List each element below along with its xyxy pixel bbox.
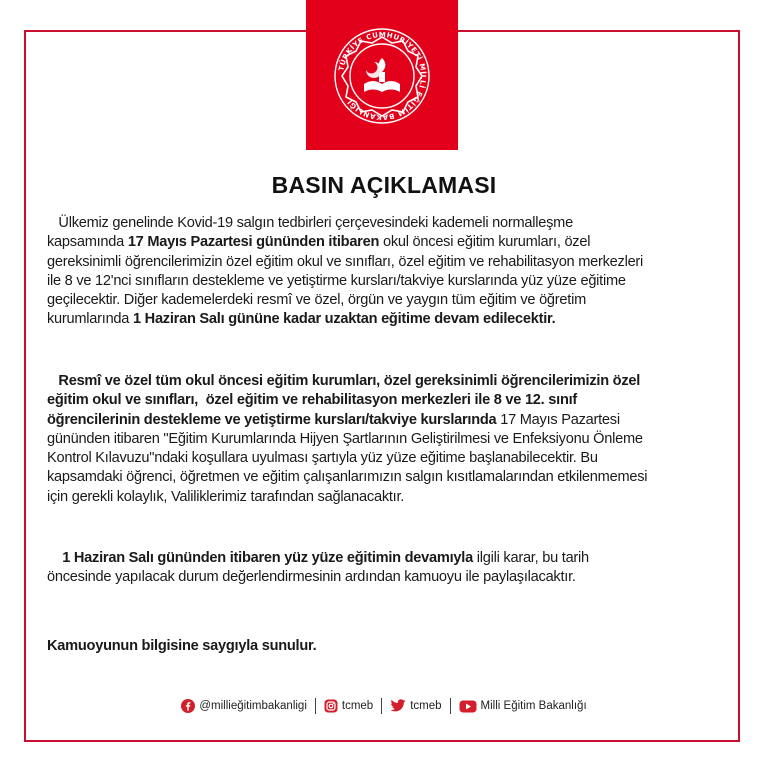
page-title: BASIN AÇIKLAMASI xyxy=(271,172,497,198)
footer-divider xyxy=(315,698,316,714)
footer-divider xyxy=(450,698,451,714)
footer-divider xyxy=(381,698,382,714)
header-logo-box xyxy=(306,0,458,150)
instagram-icon xyxy=(324,699,338,713)
paragraph-1: Ülkemiz genelinde Kovid-19 salgın tedbirleri çerçevesindeki kademeli normalleşme kapsamında 17 Mayıs Pazartesi gününden itibaren okul öncesi eğitim kurumları, özel gereksinimli öğrencilerimizin özel eğitim okul ve sınıfları, özel eğitim ve rehabilitasyon merkezleri ile 8 ve 12'nci sınıfların destekleme ve yetiştirme kursları/takviye kurslarında yüz yüze eğitime geçilecektir. Diğer kademelerdeki resmî ve özel, örgün ve yaygın tüm eğitim ve öğretim kurumlarında 1 Haziran Salı gününe kadar uzaktan eğitime devam edilecektir. xyxy=(47,215,644,328)
seal-text: TÜRKİYE CUMHURİYETİ MİLLİ EĞİTİM BAKANLIĞI xyxy=(337,30,428,122)
youtube-link[interactable]: Milli Eğitim Bakanlığı xyxy=(459,700,587,713)
twitter-icon xyxy=(390,699,406,713)
instagram-link[interactable]: tcmeb xyxy=(324,699,373,713)
facebook-link[interactable]: @millieğitimbakanligi xyxy=(181,699,307,713)
closing-line: Kamuoyunun bilgisine saygıyla sunulur. xyxy=(47,638,317,654)
twitter-link[interactable]: tcmeb xyxy=(390,699,441,713)
social-footer xyxy=(0,698,768,714)
paragraph-2: Resmî ve özel tüm okul öncesi eğitim kurumları, özel gereksinimli öğrencilerimizin özel eğitim okul ve sınıfları, özel eğitim ve rehabilitasyon merkezleri ile 8 ve 12. sınıf öğrencilerinin destekleme ve yetiştirme kursları/takviye kurslarında 17 Mayıs Pazartesi gününden itibaren "Eğitim Kurumlarında Hijyen Şartlarının Geliştirilmesi ve Enfeksiyonu Önleme Kontrol Kılavuzu"ndaki koşullara uyulması şartıyla yüz yüze eğitime başlanabilecektir. Bu kapsamdaki öğrenci, öğretmen ve eğitim çalışanlarımızın salgın kısıtlamalarından etkilenmemesi için gerekli kolaylık, Valiliklerimiz tarafından sağlanacaktır. xyxy=(47,373,648,505)
youtube-icon xyxy=(459,700,477,713)
paragraph-3: 1 Haziran Salı gününden itibaren yüz yüze eğitimin devamıyla ilgili karar, bu tarih öncesinde yapılacak durum değerlendirmesinin ardından kamuoyu ile paylaşılacaktır. xyxy=(47,550,589,586)
facebook-icon xyxy=(181,699,195,713)
ministry-seal xyxy=(306,0,458,150)
